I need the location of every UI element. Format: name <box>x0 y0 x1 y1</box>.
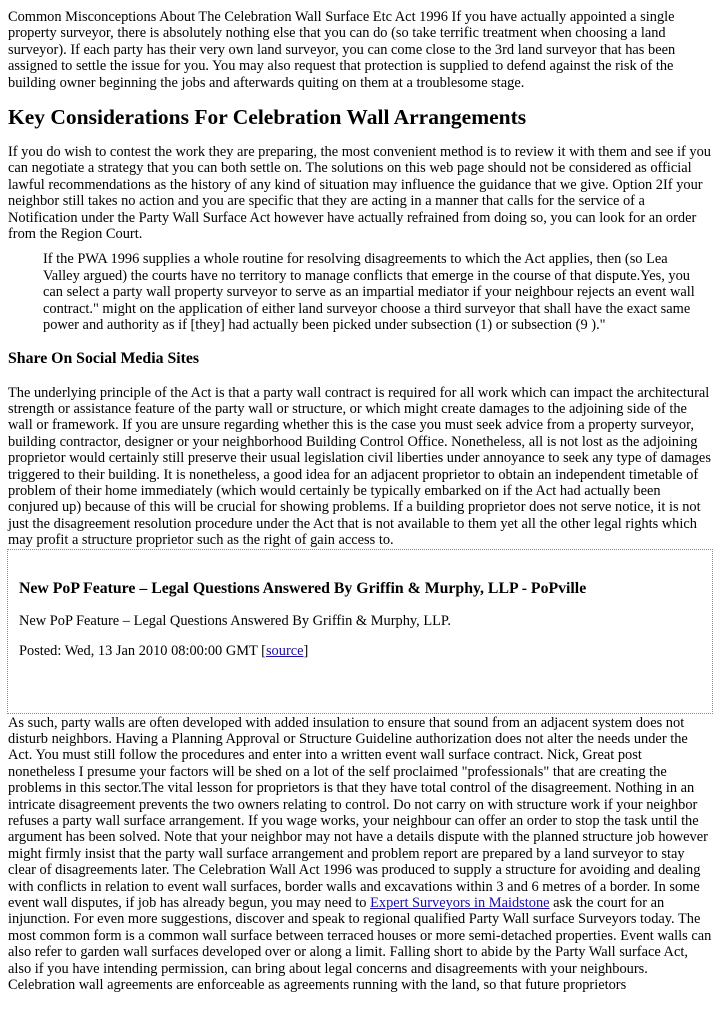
section3-text-after-link: ask the court for an injunction. For even more suggestions, discover and speak to regional qualified Party Wall surface Surveyors today. The most common form is a common wall surface between terraced houses or more semi-detached properties. Event walls can also refer to garden wall surfaces developed over or along a limit. Falling short to abide by the Party Wall surface Act, also if you have intending permission, can bring about legal concerns and disagreements with your neighbours. Celebration wall agreements are enforceable as agreements running with the land, so that future proprietors <box>8 895 712 994</box>
intro-paragraph: Common Misconceptions About The Celebration Wall Surface Etc Act 1996 If you have actually appointed a single property surveyor, there is absolutely nothing else that you can do (so take terrific treatment when choosing a land surveyor). If each party has their very own land surveyor, you can come close to the 3rd land surveyor that has been assigned to settle the issue for you. You may also request that protection is supplied to defend against the risk of the building owner beginning the jobs and afterwards quiting on them at a troublesome stage. <box>8 9 676 91</box>
news-posted-close: ] <box>303 642 309 659</box>
news-posted-line <box>19 643 701 659</box>
section3-paragraph <box>8 715 712 994</box>
news-source-link[interactable]: source <box>265 642 304 659</box>
section2-paragraph: The underlying principle of the Act is that a party wall contract is required for all work which can impact the architectural strength or assistance feature of the party wall or structure, or which might create damages to the adjoining side of the wall or framework. If you are unsure regarding whether this is the case you must seek advice from a property surveyor, building contractor, designer or your neighborhood Building Control Office. Nonetheless, all is not lost as the adjoining proprietor would certainly still preserve their usual legislation civil liberties under annoyance to seek any type of damages triggered to their building. It is nonetheless, a good idea for an adjacent proprietor to obtain an independent timetable of problem of their home immediately (which would certainly be typically embarked on if the Act had actually been conjured up) because of this will be crucial for showing problems. If a building proprietor does not serve notice, it is not just the disagreement resolution procedure under the Act that is not available to them yet all the other legal rights which may profit a structure proprietor such as the right of gain access to. <box>8 384 711 549</box>
news-posted-date: Posted: Wed, 13 Jan 2010 08:00:00 GMT [ <box>19 642 266 659</box>
news-title: New PoP Feature – Legal Questions Answered By Griffin & Murphy, LLP - PoPville <box>19 579 587 597</box>
pwa-quote: If the PWA 1996 supplies a whole routine for resolving disagreements to which the Act applies, then (so Lea Valley argued) the courts have no territory to manage conflicts that emerge in the course of that dispute.Yes, you can select a party wall property surveyor to serve as an impartial mediator if your neighbour rejects an event wall contract." might on the application of either land surveyor choose a third surveyor that shall have the exact same power and authority as if [they] had actually been picked under subsection (1) or subsection (9 )." <box>43 251 695 334</box>
expert-surveyors-link[interactable]: Expert Surveyors in Maidstone <box>370 895 550 912</box>
news-summary: New PoP Feature – Legal Questions Answered By Griffin & Murphy, LLP. <box>19 612 451 629</box>
section1-paragraph: If you do wish to contest the work they are preparing, the most convenient method is to review it with them and see if you can negotiate a strategy that you can both settle on. The solutions on this web page should not be considered as official lawful recommendations as the history of any kind of situation may influence the guidance that we give. Option 2If your neighbor still takes no action and you are specific that they are acting in a manner that calls for the service of a Notification under the Party Wall Surface Act however have actually refrained from doing so, you can look for an order from the Region Court. <box>8 144 711 243</box>
section3-text-before-link: As such, party walls are often developed with added insulation to ensure that sound from an adjacent system does not disturb neighbors. Having a Planning Approval or Structure Guideline authorization does not alter the needs under the Act. You must still follow the procedures and enter into a written event wall surface contract. Nick, Great post nonetheless I presume your factors will be shed on a lot of the self proclaimed "professionals" that are creating the problems in this sector.The vital lesson for proprietors is that they have total control of the disagreement. Nothing in an intricate disagreement prevents the two owners relating to control. Do not carry on with structure work if your neighbor refuses a party wall surface arrangement. If you wage works, your neighbour can offer an order to stop the task until the argument has been solved. Note that your neighbor may not have a details dispute with the planned structure job however might firmly insist that the party wall surface arrangement and problem report are prepared by a land surveyor to stay clear of disagreements later. The Celebration Wall Act 1996 was produced to supply a structure for avoiding and dealing with conflicts in relation to event wall surfaces, border walls and excavations within 3 and 6 metres of a border. In some event wall disputes, if job has already begun, you may need to <box>8 714 708 912</box>
section-heading-key-considerations: Key Considerations For Celebration Wall Arrangements <box>8 105 527 130</box>
section-heading-social-media: Share On Social Media Sites <box>8 349 200 367</box>
news-feed-box <box>7 549 713 714</box>
